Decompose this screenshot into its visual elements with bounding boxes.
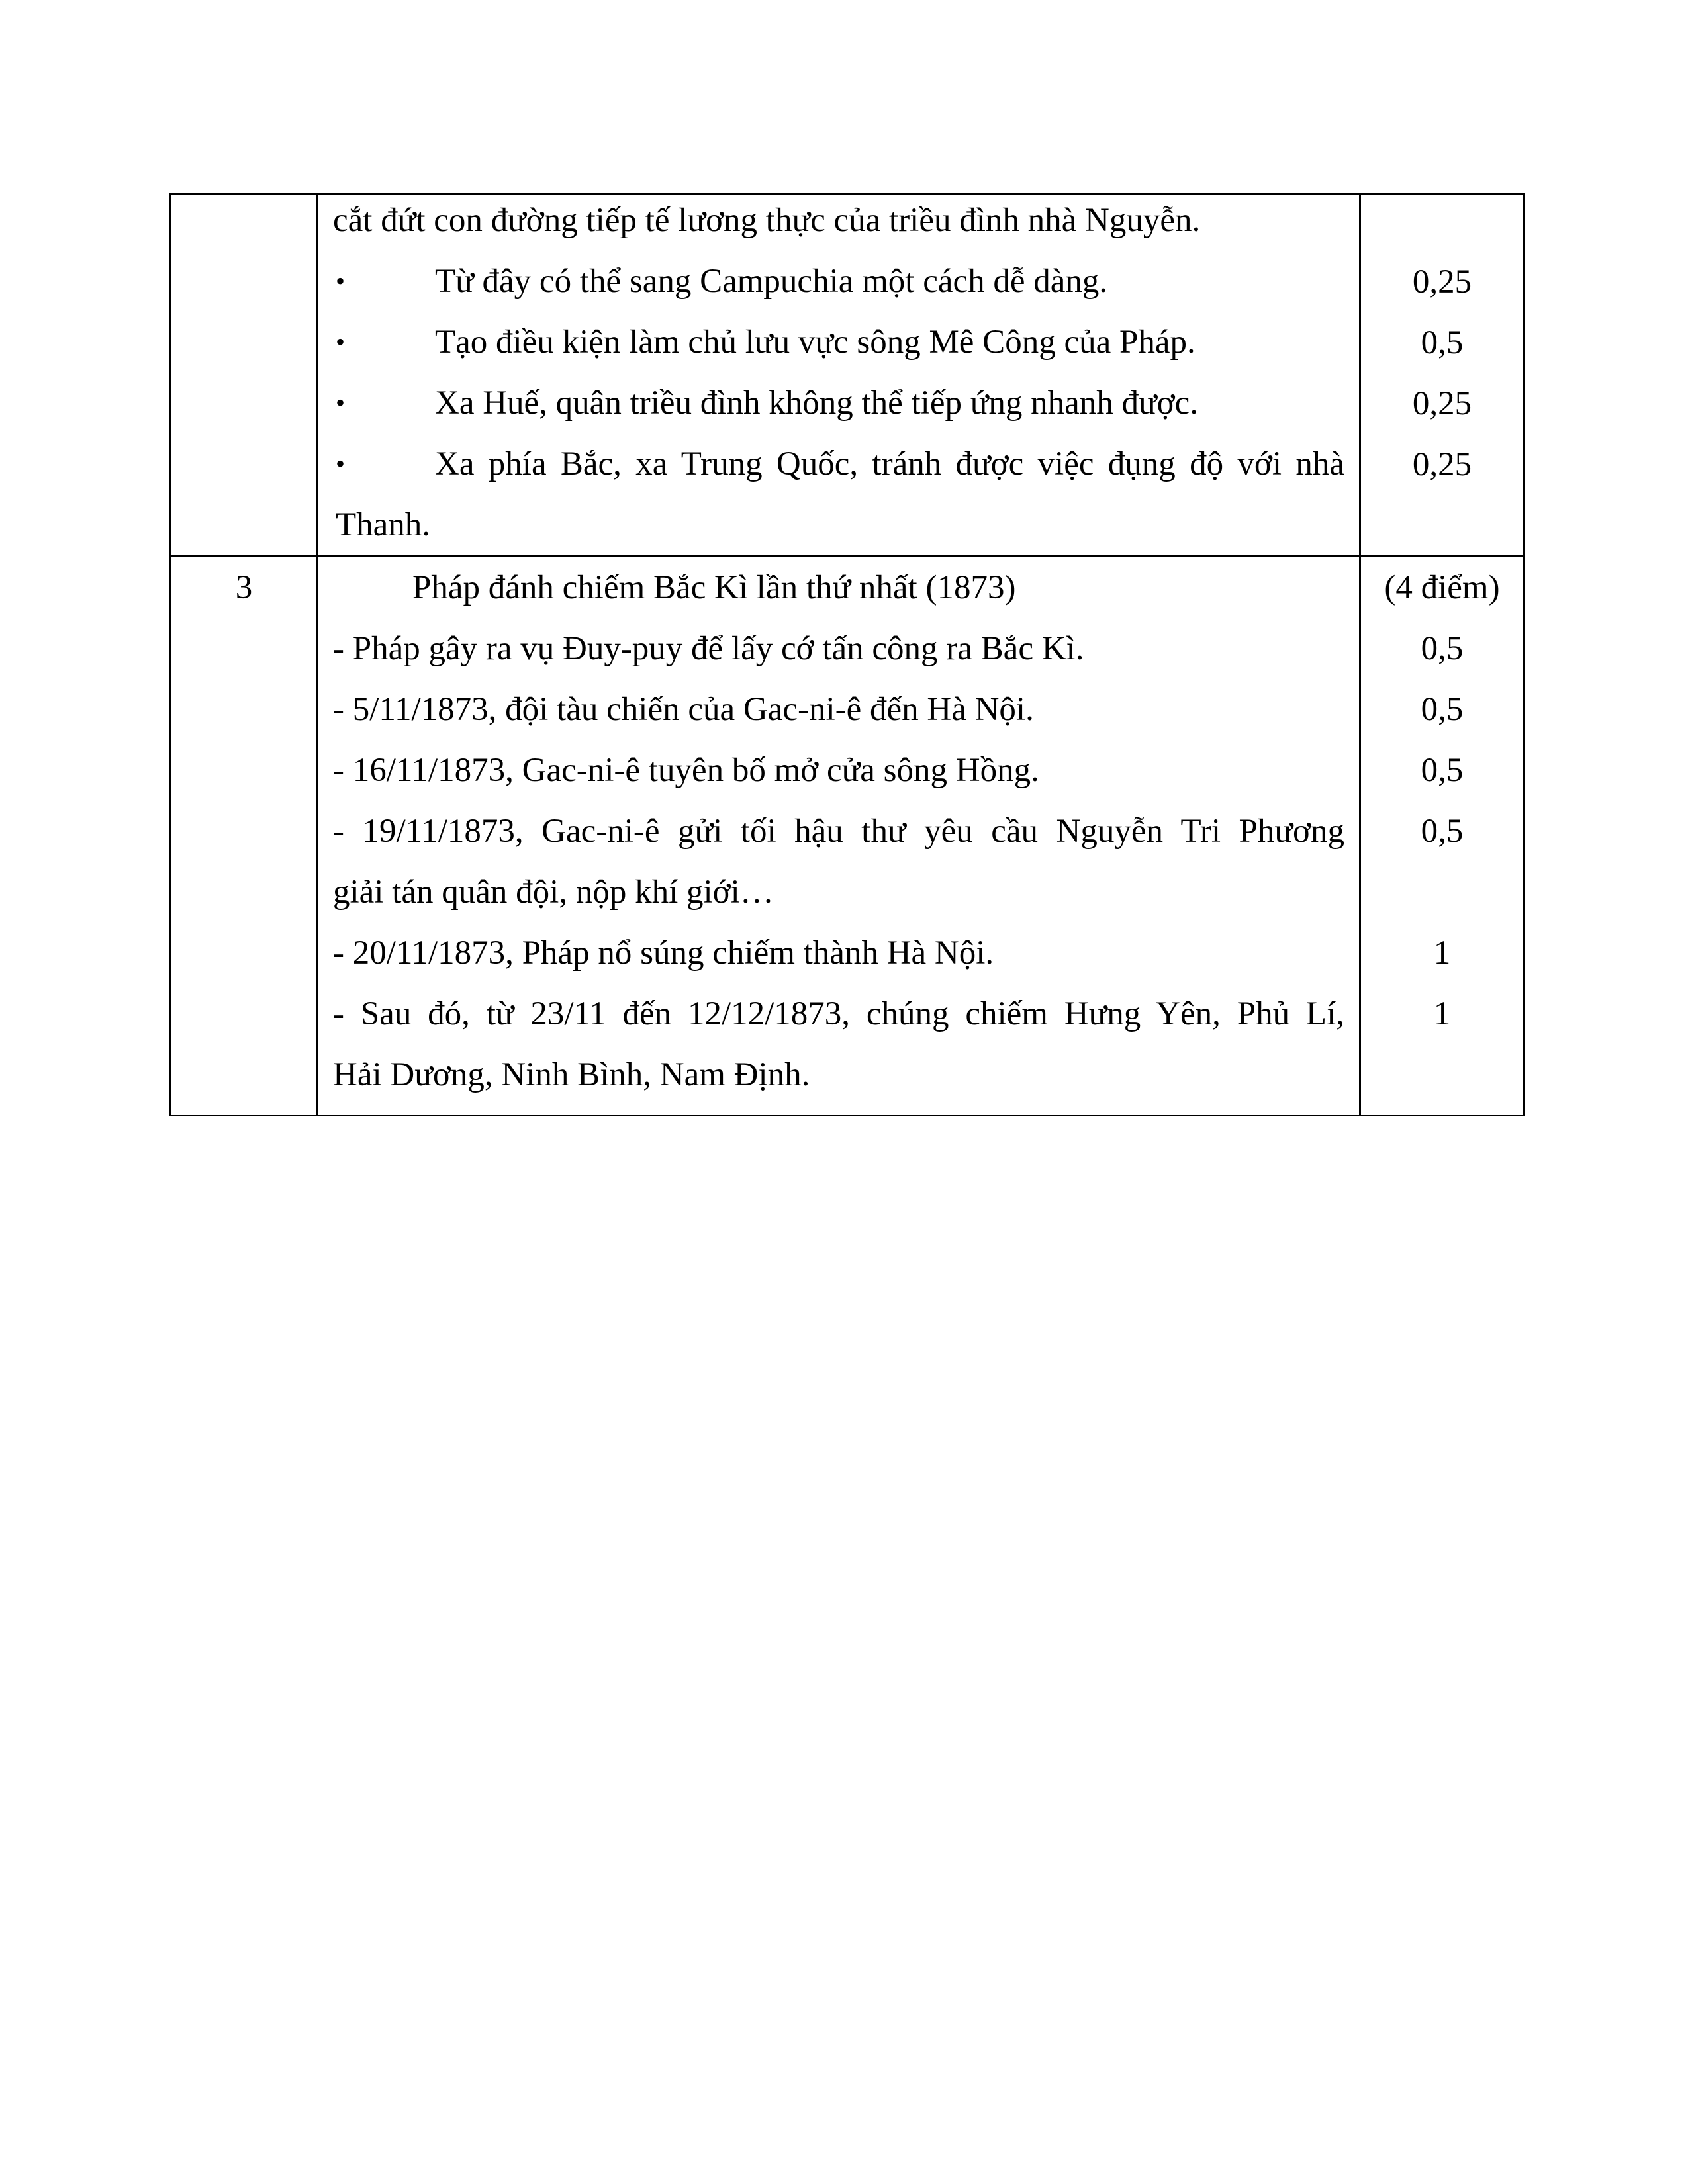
list-item xyxy=(333,433,1344,555)
table-row xyxy=(171,195,1524,557)
answer-content-cell xyxy=(318,557,1360,1116)
list-item xyxy=(333,251,1344,312)
bullet-text: Tạo điều kiện làm chủ lưu vực sông Mê Công của Pháp. xyxy=(435,324,1196,361)
answer-item: - 20/11/1873, Pháp nổ súng chiếm thành Hà Nội. xyxy=(333,934,994,972)
bullet-text-line2: Thanh. xyxy=(336,506,431,543)
score-value: 0,5 xyxy=(1421,752,1464,789)
answer-key-table xyxy=(169,193,1525,1116)
intro-line: cắt đứt con đường tiếp tế lương thực của triều đình nhà Nguyễn. xyxy=(333,202,1201,239)
question-number: 3 xyxy=(235,569,253,606)
answer-item-continued: giải tán quân đội, nộp khí giới… xyxy=(333,874,774,911)
answer-item: - 5/11/1873, đội tàu chiến của Gac-ni-ê đến Hà Nội. xyxy=(333,691,1034,728)
score-value: 0,5 xyxy=(1421,813,1464,850)
score-value: 0,5 xyxy=(1421,691,1464,728)
table-row xyxy=(171,557,1524,1116)
total-score: (4 điểm) xyxy=(1384,569,1500,606)
score-cell xyxy=(1360,195,1524,557)
answer-item: - Pháp gây ra vụ Đuy-puy để lấy cớ tấn công ra Bắc Kì. xyxy=(333,630,1084,667)
answer-item: - Sau đó, từ 23/11 đến 12/12/1873, chúng chiếm Hưng Yên, Phủ Lí, xyxy=(333,995,1344,1032)
bullet-icon: • xyxy=(336,327,346,357)
bullet-icon: • xyxy=(336,266,346,296)
bullet-text: Xa Huế, quân triều đình không thể tiếp ứng nhanh được. xyxy=(435,385,1199,422)
bullet-icon: • xyxy=(336,388,346,418)
score-value: 0,5 xyxy=(1421,630,1464,667)
question-heading: Pháp đánh chiếm Bắc Kì lần thứ nhất (1873) xyxy=(412,569,1016,606)
question-number-cell xyxy=(171,557,318,1116)
bullet-text-line1: Xa phía Bắc, xa Trung Quốc, tránh được việc đụng độ với nhà xyxy=(435,445,1344,482)
question-number-cell xyxy=(171,195,318,557)
bullet-text: Từ đây có thể sang Campuchia một cách dễ dàng. xyxy=(435,263,1108,300)
answer-item: - 19/11/1873, Gac-ni-ê gửi tối hậu thư yêu cầu Nguyễn Tri Phương xyxy=(333,813,1344,850)
answer-item-continued: Hải Dương, Ninh Bình, Nam Định. xyxy=(333,1056,810,1093)
answer-content-cell xyxy=(318,195,1360,557)
bullet-icon: • xyxy=(336,449,346,478)
score-value: 0,25 xyxy=(1412,385,1472,422)
score-cell xyxy=(1360,557,1524,1116)
list-item xyxy=(333,373,1344,433)
score-value: 0,5 xyxy=(1421,324,1464,361)
list-item xyxy=(333,312,1344,373)
bullet-text xyxy=(336,433,1344,555)
answer-item: - 16/11/1873, Gac-ni-ê tuyên bố mở cửa sông Hồng. xyxy=(333,752,1039,789)
score-value: 1 xyxy=(1433,995,1451,1032)
score-value: 1 xyxy=(1433,934,1451,972)
score-spacer xyxy=(1361,862,1523,923)
score-value: 0,25 xyxy=(1412,446,1472,483)
score-value: 0,25 xyxy=(1412,263,1472,300)
